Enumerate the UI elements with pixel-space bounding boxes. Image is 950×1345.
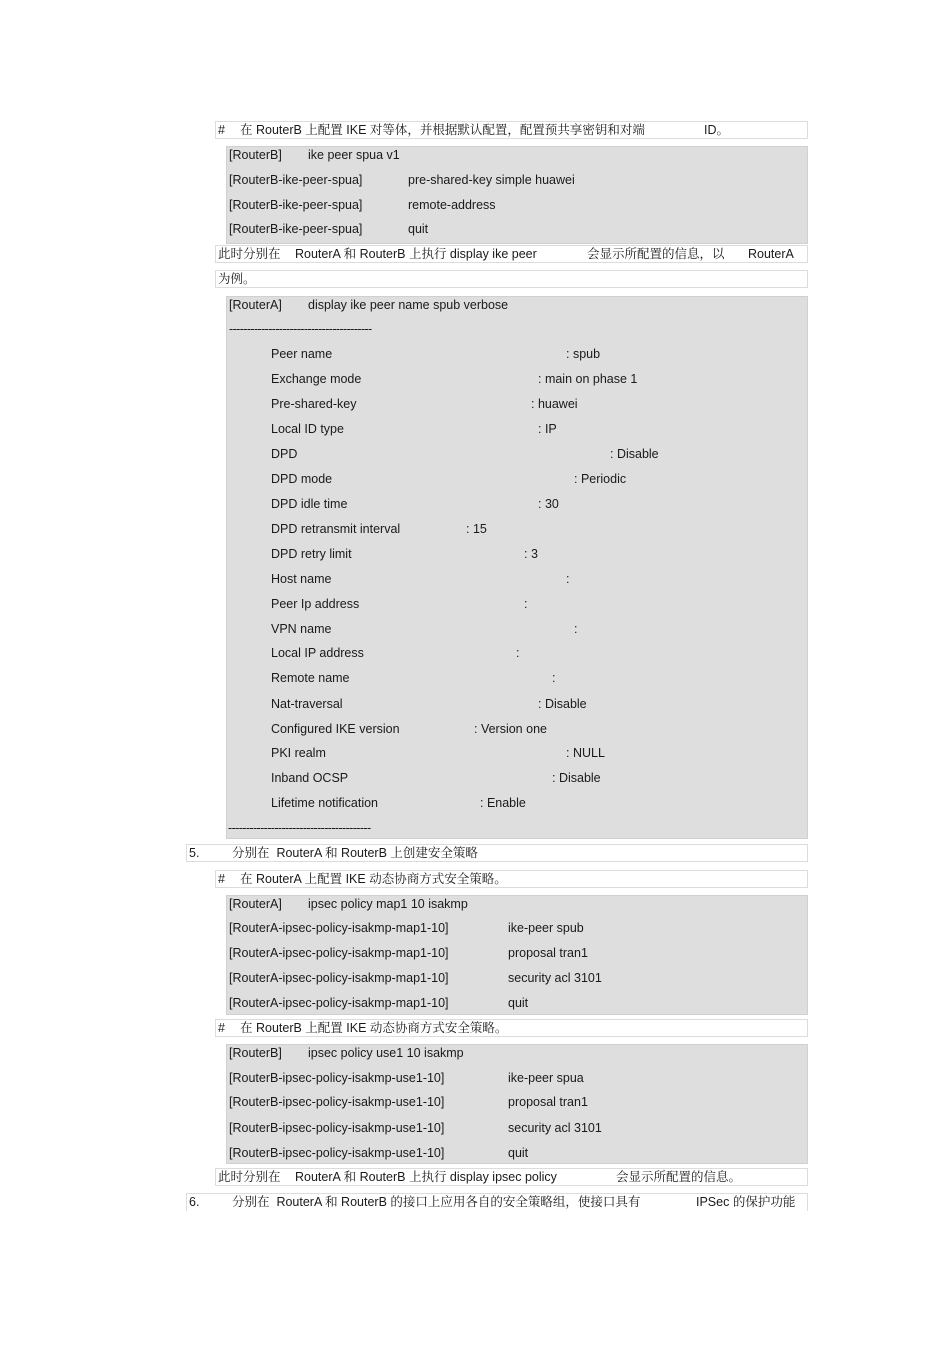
field-value: : huawei bbox=[531, 397, 578, 411]
note-routera-policy bbox=[215, 870, 808, 888]
note-routerb-ike-peer bbox=[215, 121, 808, 139]
cmd-prompt: [RouterA-ipsec-policy-isakmp-map1-10] bbox=[229, 971, 449, 985]
field-label: Pre-shared-key bbox=[271, 397, 357, 411]
note-text-4: RouterA bbox=[748, 247, 794, 261]
separator-top: ---------------------------------------- bbox=[229, 322, 372, 336]
note-hash: # bbox=[218, 1021, 225, 1035]
cmd-text: ipsec policy map1 10 isakmp bbox=[308, 897, 468, 911]
field-label: Configured IKE version bbox=[271, 722, 400, 736]
field-value: : IP bbox=[538, 422, 557, 436]
field-value: : bbox=[574, 622, 578, 636]
field-value: : Periodic bbox=[574, 472, 627, 486]
field-value: : bbox=[566, 572, 570, 586]
field-label: Local ID type bbox=[271, 422, 344, 436]
note-text-2: RouterA 和 RouterB 上执行 display ipsec policy bbox=[295, 1170, 557, 1184]
note-text-tail: ID。 bbox=[704, 123, 730, 137]
field-value: : Enable bbox=[480, 796, 526, 810]
step-title-tail: IPSec 的保护功能 bbox=[696, 1195, 796, 1209]
separator-bottom: ---------------------------------------- bbox=[228, 821, 371, 835]
field-label: Nat-traversal bbox=[271, 697, 343, 711]
note-routerb-policy bbox=[215, 1019, 808, 1037]
note-text-3: 会显示所配置的信息，以 bbox=[587, 247, 725, 261]
field-value: : Version one bbox=[474, 722, 547, 736]
field-label: Host name bbox=[271, 572, 332, 586]
cmd-text: ike peer spua v1 bbox=[308, 148, 400, 162]
note-example bbox=[215, 270, 808, 288]
field-label: Local IP address bbox=[271, 646, 364, 660]
cmd-text: proposal tran1 bbox=[508, 1095, 588, 1109]
field-value: : Disable bbox=[552, 771, 601, 785]
field-value: : bbox=[552, 671, 556, 685]
field-value: : Disable bbox=[610, 447, 659, 461]
field-label: PKI realm bbox=[271, 746, 326, 760]
cmd-text: remote-address bbox=[408, 198, 496, 212]
cmd-prompt: [RouterB] bbox=[229, 1046, 282, 1060]
cmd-text: ike-peer spub bbox=[508, 921, 584, 935]
note-text-2: RouterA 和 RouterB 上执行 display ike peer bbox=[295, 247, 537, 261]
note-text-3: 会显示所配置的信息。 bbox=[616, 1170, 742, 1184]
cmd-prompt: [RouterB-ipsec-policy-isakmp-use1-10] bbox=[229, 1071, 445, 1085]
step-number: 6. bbox=[189, 1195, 200, 1209]
field-label: DPD retry limit bbox=[271, 547, 352, 561]
field-label: Lifetime notification bbox=[271, 796, 379, 810]
field-label: DPD idle time bbox=[271, 497, 348, 511]
step-title: 分别在 RouterA 和 RouterB 上创建安全策略 bbox=[232, 846, 478, 860]
field-value: : NULL bbox=[566, 746, 605, 760]
note-text: 在 RouterB 上配置 IKE 动态协商方式安全策略。 bbox=[240, 1021, 508, 1035]
cmd-prompt: [RouterA-ipsec-policy-isakmp-map1-10] bbox=[229, 996, 449, 1010]
cmd-prompt: [RouterB-ipsec-policy-isakmp-use1-10] bbox=[229, 1146, 445, 1160]
note-example-text: 为例。 bbox=[218, 272, 256, 286]
code-block-routera-policy bbox=[226, 895, 808, 1015]
cmd-prompt: [RouterB-ipsec-policy-isakmp-use1-10] bbox=[229, 1121, 445, 1135]
cmd-prompt: [RouterA] bbox=[229, 897, 282, 911]
note-text: 在 RouterB 上配置 IKE 对等体，并根据默认配置，配置预共享密钥和对端 bbox=[240, 123, 645, 137]
field-value: : 15 bbox=[466, 522, 487, 536]
field-label: Inband OCSP bbox=[271, 771, 349, 785]
field-label: VPN name bbox=[271, 622, 332, 636]
field-label: DPD retransmit interval bbox=[271, 522, 401, 536]
heading-step-5 bbox=[186, 844, 808, 862]
note-display-ike-peer bbox=[215, 245, 808, 263]
cmd-prompt: [RouterA-ipsec-policy-isakmp-map1-10] bbox=[229, 921, 449, 935]
cmd-text: ike-peer spua bbox=[508, 1071, 584, 1085]
field-value: : Disable bbox=[538, 697, 587, 711]
cmd-text: pre-shared-key simple huawei bbox=[408, 173, 575, 187]
note-display-ipsec-policy bbox=[215, 1168, 808, 1186]
field-label: Remote name bbox=[271, 671, 350, 685]
cmd-text: security acl 3101 bbox=[508, 971, 602, 985]
cmd-text: quit bbox=[508, 1146, 529, 1160]
field-label: Peer Ip address bbox=[271, 597, 360, 611]
cmd-prompt: [RouterB-ike-peer-spua] bbox=[229, 222, 363, 236]
field-label: Peer name bbox=[271, 347, 333, 361]
note-hash: # bbox=[218, 872, 225, 886]
field-label: DPD mode bbox=[271, 472, 333, 486]
cmd-prompt: [RouterA] bbox=[229, 298, 282, 312]
field-value: : bbox=[524, 597, 528, 611]
cmd-prompt: [RouterB-ike-peer-spua] bbox=[229, 198, 363, 212]
field-value: : spub bbox=[566, 347, 601, 361]
cmd-text: display ike peer name spub verbose bbox=[308, 298, 509, 312]
cmd-text: ipsec policy use1 10 isakmp bbox=[308, 1046, 464, 1060]
heading-step-6 bbox=[186, 1193, 808, 1211]
cmd-prompt: [RouterB-ike-peer-spua] bbox=[229, 173, 363, 187]
code-block-routerb-policy bbox=[226, 1044, 808, 1164]
cmd-prompt: [RouterB-ipsec-policy-isakmp-use1-10] bbox=[229, 1095, 445, 1109]
note-text-1: 此时分别在 bbox=[218, 247, 281, 261]
field-value: : main on phase 1 bbox=[538, 372, 638, 386]
note-text-1: 此时分别在 bbox=[218, 1170, 281, 1184]
note-text: 在 RouterA 上配置 IKE 动态协商方式安全策略。 bbox=[240, 872, 507, 886]
step-title: 分别在 RouterA 和 RouterB 的接口上应用各自的安全策略组，使接口具有 bbox=[232, 1195, 641, 1209]
note-hash: # bbox=[218, 123, 225, 137]
field-value: : bbox=[516, 646, 520, 660]
field-label: DPD bbox=[271, 447, 298, 461]
step-number: 5. bbox=[189, 846, 200, 860]
cmd-text: quit bbox=[408, 222, 429, 236]
field-label: Exchange mode bbox=[271, 372, 362, 386]
cmd-text: security acl 3101 bbox=[508, 1121, 602, 1135]
code-block-routerb-ike-peer bbox=[226, 146, 808, 244]
cmd-text: proposal tran1 bbox=[508, 946, 588, 960]
field-value: : 30 bbox=[538, 497, 559, 511]
cmd-prompt: [RouterA-ipsec-policy-isakmp-map1-10] bbox=[229, 946, 449, 960]
cmd-prompt: [RouterB] bbox=[229, 148, 282, 162]
field-value: : 3 bbox=[524, 547, 538, 561]
cmd-text: quit bbox=[508, 996, 529, 1010]
